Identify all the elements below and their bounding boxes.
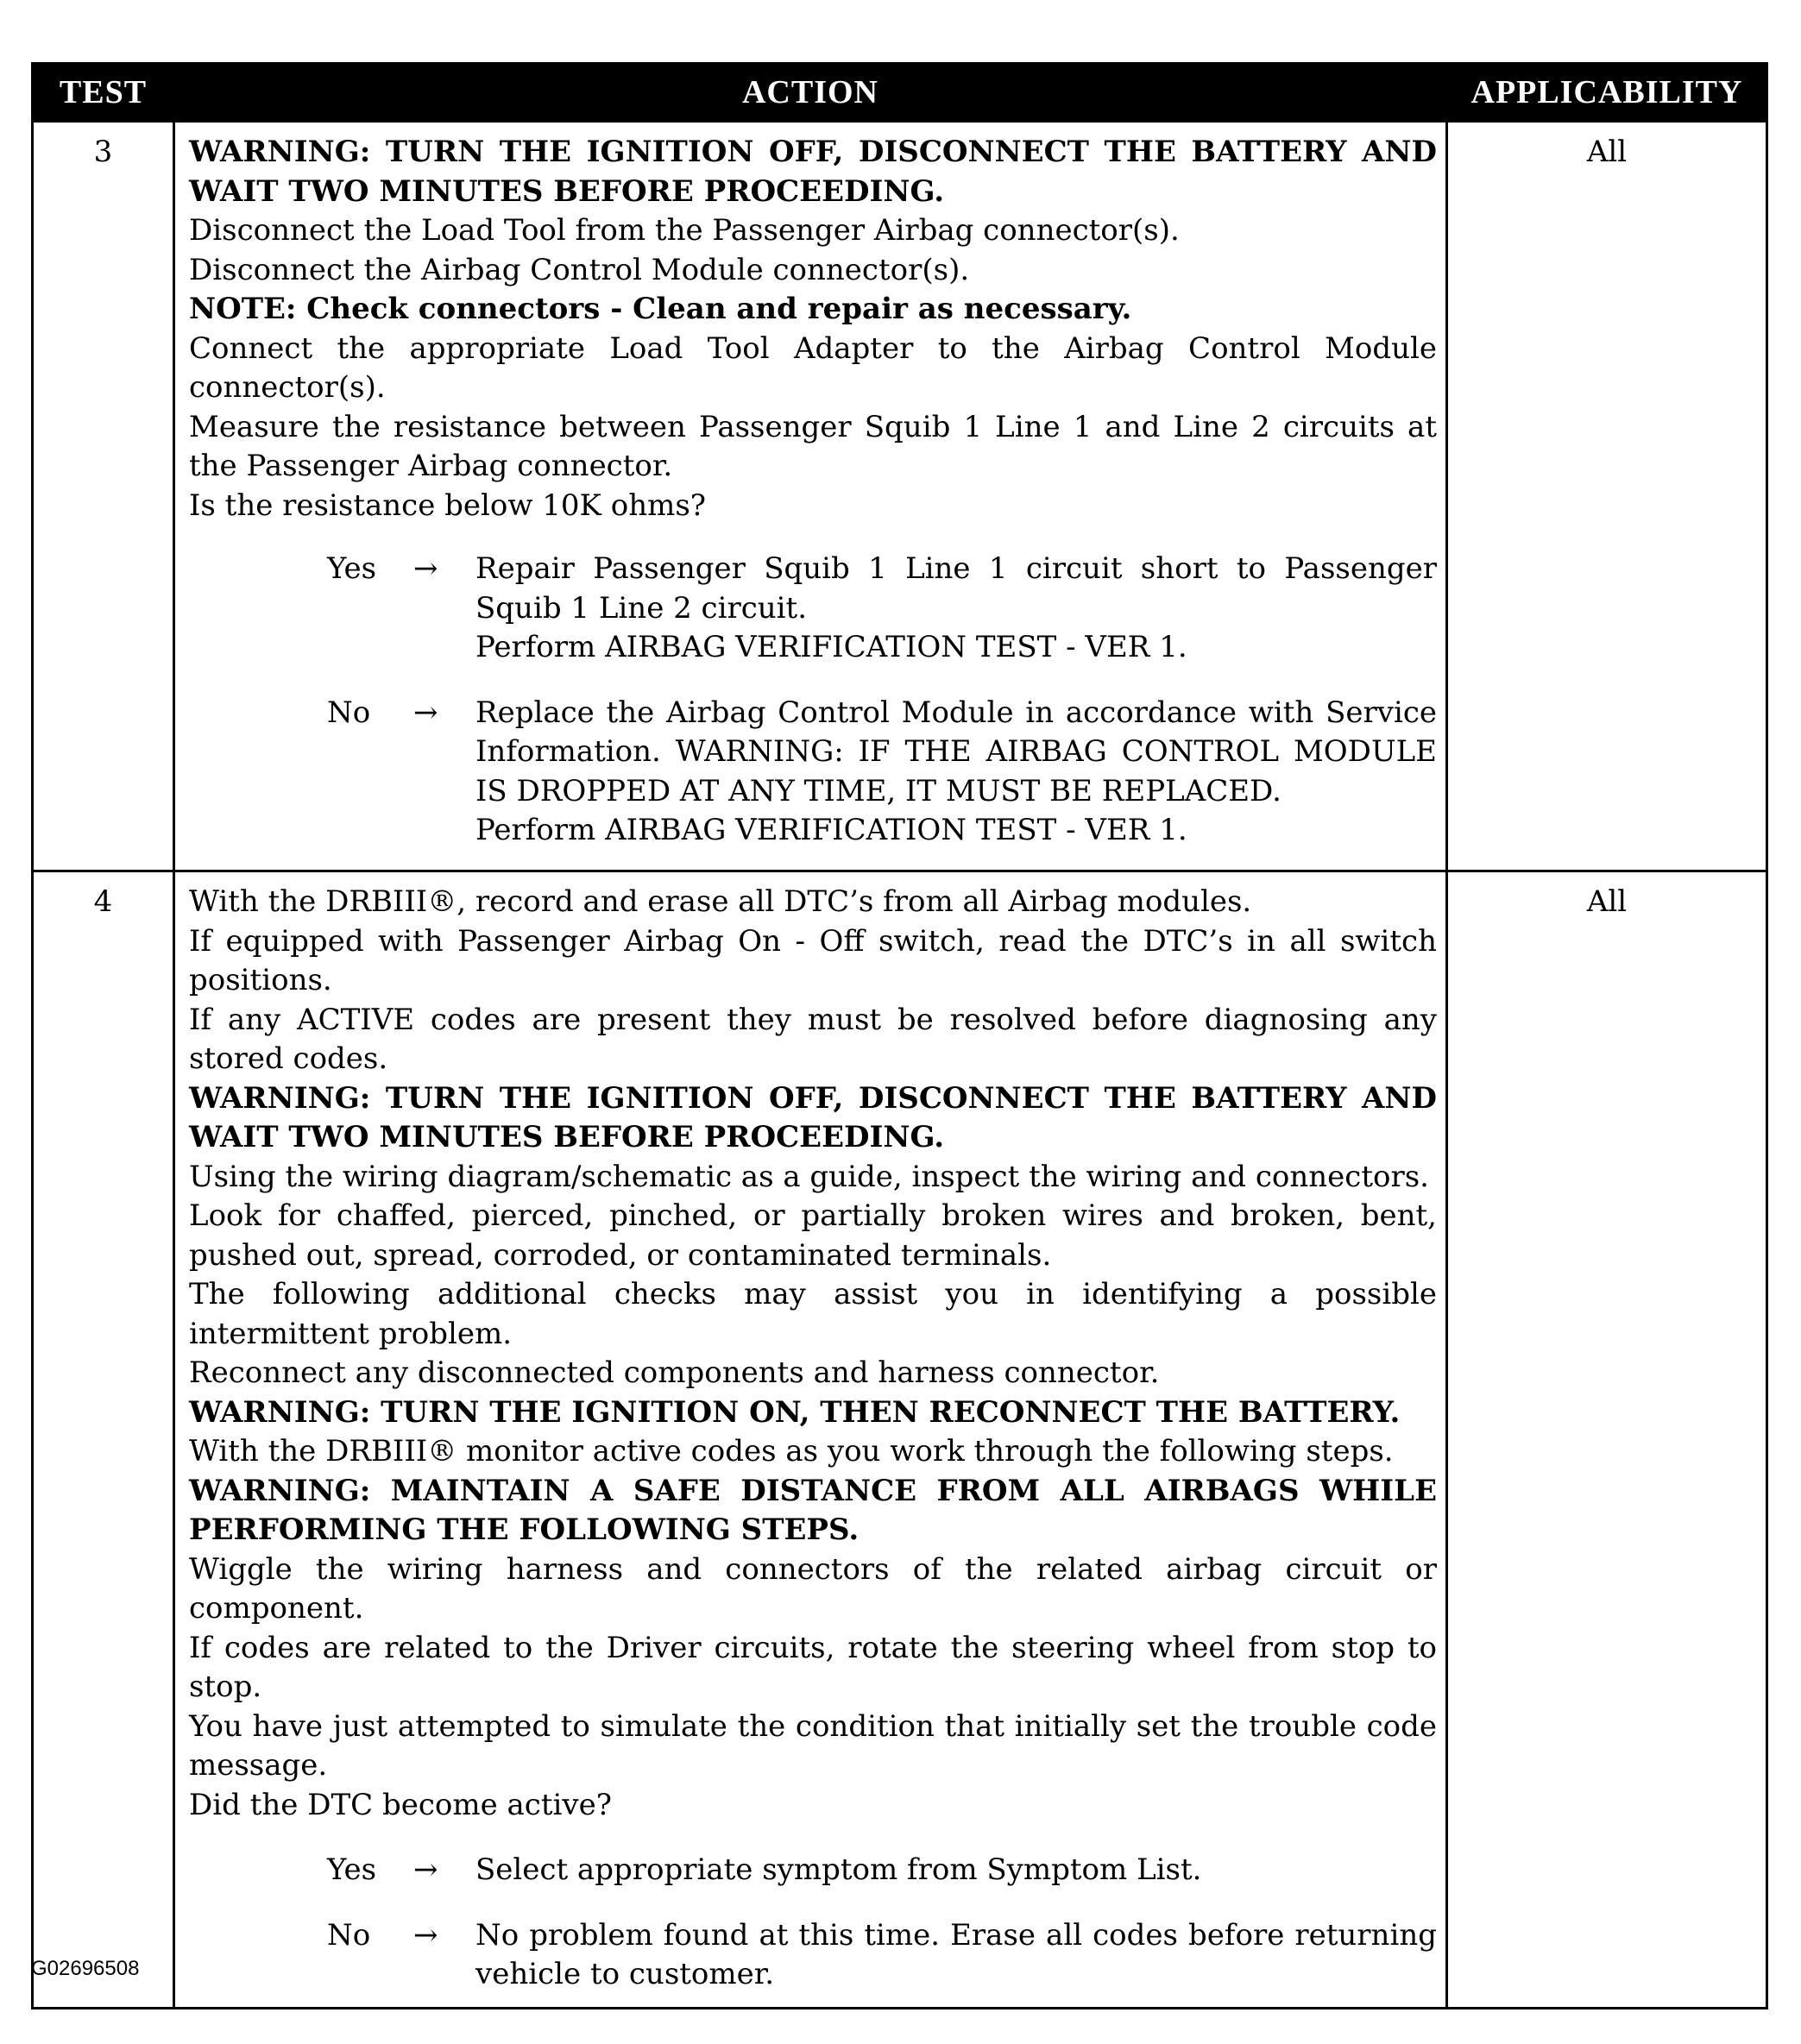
header-test: TEST (33, 64, 174, 122)
action-cell (174, 122, 1447, 871)
right-arrow-icon: → (413, 1917, 438, 1953)
action-cell (174, 871, 1447, 2009)
question-text: Is the resistance below 10K ohms? (189, 487, 707, 523)
yes-result (475, 550, 1437, 668)
action-line: If equipped with Passenger Airbag On - Off switch, read the DTC’s in all switch positions. (189, 923, 1437, 997)
action-line: Disconnect the Airbag Control Module connector(s). (189, 252, 970, 287)
action-line: Wiggle the wiring harness and connectors of the related airbag circuit or component. (189, 1551, 1437, 1626)
yes-label: Yes (327, 551, 377, 586)
no-result (475, 1916, 1437, 1995)
action-line: Reconnect any disconnected components and harness connector. (189, 1355, 1160, 1390)
note-text: NOTE: Check connectors - Clean and repair as necessary. (189, 292, 1132, 326)
applicability-value: All (1447, 122, 1767, 871)
action-line: Using the wiring diagram/schematic as a guide, inspect the wiring and connectors. (189, 1159, 1429, 1194)
yes-label: Yes (327, 1852, 377, 1887)
no-result-verify: Perform AIRBAG VERIFICATION TEST - VER 1. (475, 813, 1187, 847)
warning-text: WARNING: TURN THE IGNITION OFF, DISCONNECT THE BATTERY AND WAIT TWO MINUTES BEFORE PROCEEDING. (189, 1080, 1437, 1154)
applicability-value: All (1447, 871, 1767, 2009)
right-arrow-icon: → (413, 1852, 438, 1887)
yes-branch (189, 550, 1437, 668)
yes-result-verify: Perform AIRBAG VERIFICATION TEST - VER 1. (475, 630, 1187, 664)
yes-result-text: Repair Passenger Squib 1 Line 1 circuit short to Passenger Squib 1 Line 2 circuit. (475, 551, 1437, 626)
no-branch (189, 1916, 1437, 1995)
question-text: Did the DTC become active? (189, 1787, 612, 1822)
diagnostic-page (31, 62, 1766, 2009)
action-line: If codes are related to the Driver circuits, rotate the steering wheel from stop to stop. (189, 1630, 1437, 1704)
no-label: No (327, 695, 371, 730)
yes-result-text: Select appropriate symptom from Symptom List. (475, 1852, 1202, 1887)
right-arrow-icon: → (413, 695, 438, 730)
test-number: 4 (33, 871, 174, 2009)
table-row (33, 871, 1767, 2009)
action-line: You have just attempted to simulate the condition that initially set the trouble code message. (189, 1708, 1437, 1783)
action-line: Look for chaffed, pierced, pinched, or partially broken wires and broken, bent, pushed out, spread, corroded, or contaminated terminals. (189, 1198, 1437, 1273)
header-applicability: APPLICABILITY (1447, 64, 1767, 122)
warning-text: WARNING: MAINTAIN A SAFE DISTANCE FROM ALL AIRBAGS WHILE PERFORMING THE FOLLOWING STEPS. (189, 1473, 1437, 1547)
yes-result (475, 1851, 1437, 1890)
action-line: If any ACTIVE codes are present they must be resolved before diagnosing any stored codes. (189, 1002, 1437, 1076)
no-result-text: Replace the Airbag Control Module in accordance with Service Information. WARNING: IF THE AIRBAG CONTROL MODULE IS DROPPED AT ANY TIME, IT MUST BE REPLACED. (475, 695, 1437, 808)
action-line: Disconnect the Load Tool from the Passenger Airbag connector(s). (189, 213, 1180, 248)
action-line: Measure the resistance between Passenger Squib 1 Line 1 and Line 2 circuits at the Passenger Airbag connector. (189, 409, 1437, 483)
table-header-row (33, 64, 1767, 122)
warning-text: WARNING: TURN THE IGNITION OFF, DISCONNECT THE BATTERY AND WAIT TWO MINUTES BEFORE PROCEEDING. (189, 135, 1437, 209)
no-result-text: No problem found at this time. Erase all codes before returning vehicle to customer. (475, 1917, 1437, 1991)
test-number: 3 (33, 122, 174, 871)
diagnostic-table (31, 62, 1768, 2009)
figure-id: G02696508 (31, 1957, 140, 1980)
right-arrow-icon: → (413, 551, 438, 586)
no-branch (189, 694, 1437, 851)
action-line: With the DRBIII® monitor active codes as you work through the following steps. (189, 1434, 1394, 1469)
yes-branch (189, 1851, 1437, 1890)
action-line: Connect the appropriate Load Tool Adapter to the Airbag Control Module connector(s). (189, 330, 1437, 405)
table-row (33, 122, 1767, 871)
no-result (475, 694, 1437, 851)
no-label: No (327, 1917, 371, 1953)
header-action: ACTION (174, 64, 1447, 122)
action-line: The following additional checks may assist you in identifying a possible intermittent problem. (189, 1277, 1437, 1351)
action-line: With the DRBIII®, record and erase all DTC’s from all Airbag modules. (189, 884, 1252, 919)
warning-text: WARNING: TURN THE IGNITION ON, THEN RECONNECT THE BATTERY. (189, 1394, 1401, 1430)
